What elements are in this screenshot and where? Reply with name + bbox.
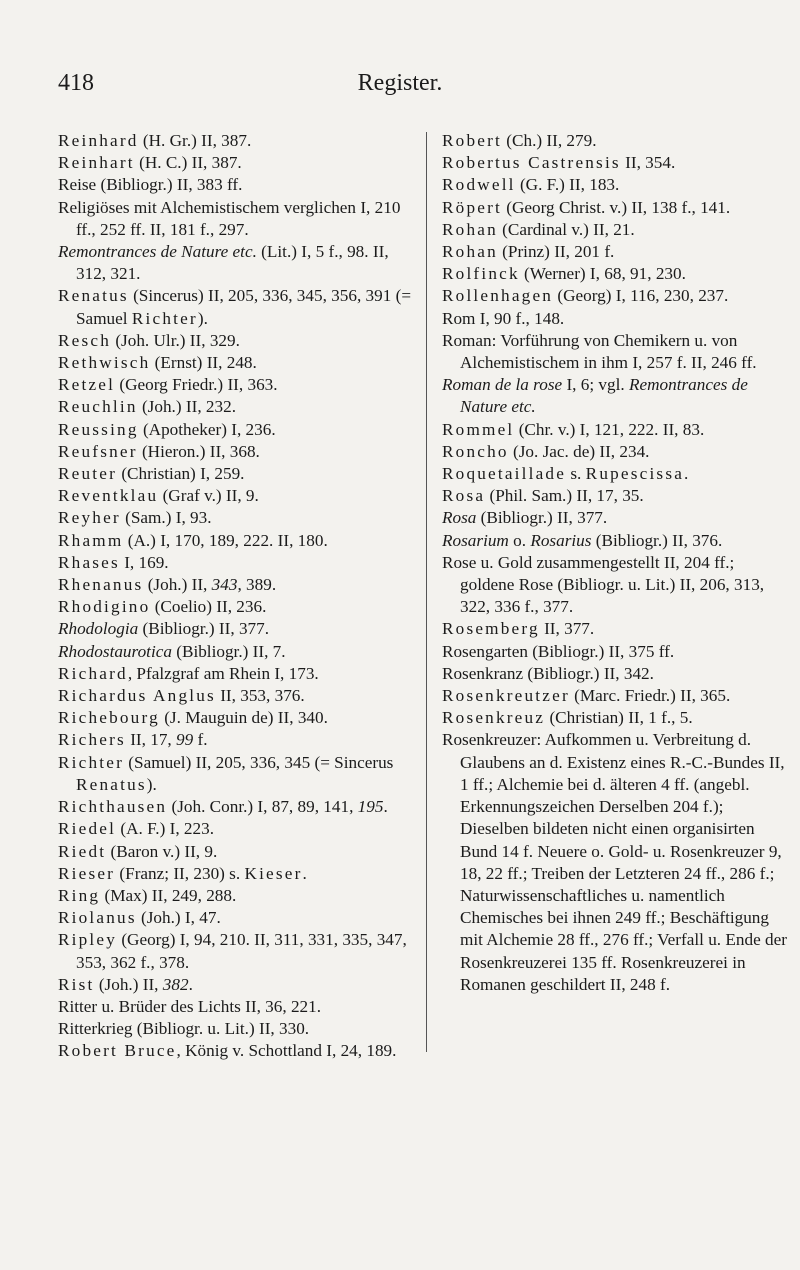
entry-segment: (Georg) I, 116, 230, 237. xyxy=(553,286,729,306)
index-entry xyxy=(442,485,792,507)
entry-segment: 382 xyxy=(162,974,189,994)
index-entry xyxy=(58,1018,413,1040)
index-entry xyxy=(58,796,413,818)
entry-segment: Rosa xyxy=(442,508,477,528)
entry-segment: Rieser xyxy=(58,863,116,883)
entry-segment: Robert Bruce xyxy=(58,1041,177,1061)
index-entry xyxy=(442,663,792,685)
entry-segment: II, 354. xyxy=(620,153,676,173)
entry-segment: Richardus Anglus xyxy=(58,686,216,706)
index-entry xyxy=(58,818,413,840)
entry-segment: 99 xyxy=(176,730,194,750)
entry-segment: ). xyxy=(146,774,157,794)
entry-segment: Rhamm xyxy=(58,530,124,550)
index-entry xyxy=(58,530,413,552)
entry-segment: . xyxy=(188,974,193,994)
index-entry xyxy=(442,330,792,374)
entry-segment: (A.) I, 170, 189, 222. II, 180. xyxy=(123,530,328,550)
entry-segment: Roman de la rose xyxy=(442,375,563,395)
entry-segment: Renatus xyxy=(76,774,147,794)
index-entry xyxy=(58,885,413,907)
index-entry xyxy=(442,707,792,729)
entry-segment: , Pfalzgraf am Rhein I, 173. xyxy=(127,663,319,683)
entry-segment: Reufsner xyxy=(58,441,138,461)
entry-segment: (Joh.) I, 47. xyxy=(136,908,221,928)
entry-segment: (G. F.) II, 183. xyxy=(515,175,620,195)
index-entry xyxy=(442,641,792,663)
index-entry xyxy=(58,174,413,196)
entry-segment: Rosenkreuzer: Aufkommen u. Verbreitung d. Glaubens an d. Existenz eines R.-C.-Bundes II, 1 ff.; Alchemie bei d. älteren 4 ff. (angebl. Erkennungszeichen Derselben 204 f.); Dieselben bildeten nicht einen organisirten Bund 14 f. Neuere o. Gold- u. Rosenkreuzer 9, 18, 22 ff.; Treiben der Letzteren 24 ff., 286 f.; Naturwissenschaftliches u. namentlich Chemisches bei ihnen 249 ff.; Beschäftigung mit Alchemie 28 ff., 276 ff.; Verfall u. Ende der Rosenkreuzerei 135 ff. Rosenkreuzerei in Romanen geschildert II, 248 f. xyxy=(442,730,787,994)
entry-segment: Roman: Vorführung von Chemikern u. von Alchemistischem in ihm I, 257 f. II, 246 ff. xyxy=(442,330,757,373)
entry-segment: (Jo. Jac. de) II, 234. xyxy=(508,441,650,461)
entry-segment: (Joh.) II, xyxy=(94,974,163,994)
index-entry xyxy=(58,374,413,396)
index-entry xyxy=(442,219,792,241)
entry-segment: (Baron v.) II, 9. xyxy=(106,841,218,861)
entry-segment: Richthausen xyxy=(58,797,168,817)
index-entry xyxy=(58,197,413,241)
entry-segment: Rosarium xyxy=(442,530,509,550)
entry-segment: ). xyxy=(197,308,208,328)
entry-segment: Reinhard xyxy=(58,131,139,150)
entry-segment: Religiöses mit Alchemistischem verglichen I, 210 ff., 252 ff. II, 181 f., 297. xyxy=(58,197,401,239)
entry-segment: (Joh.) II, 232. xyxy=(137,397,236,417)
index-entry xyxy=(442,285,792,307)
entry-segment: (H. C.) II, 387. xyxy=(134,153,242,173)
entry-segment: (Joh. Ulr.) II, 329. xyxy=(111,330,240,350)
entry-segment: Reise (Bibliogr.) II, 383 ff. xyxy=(58,175,243,195)
entry-segment: (Lit.) I, 5 f., 98. II, 312, 321. xyxy=(76,242,389,284)
index-entry xyxy=(58,441,413,463)
entry-segment: (Coelio) II, 236. xyxy=(150,597,267,617)
entry-segment: Rohan xyxy=(442,242,498,262)
entry-segment: Retzel xyxy=(58,375,116,395)
index-entry xyxy=(58,463,413,485)
entry-segment: Riedt xyxy=(58,841,107,861)
entry-segment: Rosa xyxy=(442,486,486,506)
entry-segment: Ring xyxy=(58,885,101,905)
entry-segment: 343 xyxy=(211,575,238,595)
entry-segment: , König v. Schottland I, 24, 189. xyxy=(176,1041,397,1061)
entry-segment: (Graf v.) II, 9. xyxy=(158,486,259,506)
entry-segment: Rollenhagen xyxy=(442,286,554,306)
index-entry xyxy=(58,929,413,973)
entry-segment: (Hieron.) II, 368. xyxy=(137,441,260,461)
entry-segment: (Bibliogr.) II, 7. xyxy=(171,641,286,661)
entry-segment: Richers xyxy=(58,730,126,750)
index-entry xyxy=(58,507,413,529)
index-entry xyxy=(442,130,792,152)
index-entry xyxy=(58,863,413,885)
index-entry xyxy=(58,907,413,929)
entry-segment: (Christian) I, 259. xyxy=(117,464,245,484)
index-entry xyxy=(58,152,413,174)
index-entry xyxy=(58,130,413,152)
entry-segment: Remontrances de Nature etc. xyxy=(58,242,257,262)
entry-segment: Rosengarten (Bibliogr.) II, 375 ff. xyxy=(442,641,675,661)
index-entry xyxy=(442,530,792,552)
entry-segment: Rhenanus xyxy=(58,575,144,595)
entry-segment: Remontrances de Nature etc. xyxy=(460,375,748,417)
entry-segment: Rhodigino xyxy=(58,597,151,617)
entry-segment: Rhodostaurotica xyxy=(58,641,172,661)
entry-segment: Kieser xyxy=(244,863,303,883)
entry-segment: Reuter xyxy=(58,464,118,484)
entry-segment: (Max) II, 249, 288. xyxy=(100,885,237,905)
entry-segment: 195 xyxy=(357,797,384,817)
index-entry xyxy=(58,974,413,996)
index-entry xyxy=(442,507,792,529)
index-entry xyxy=(58,752,413,796)
index-entry xyxy=(58,641,413,663)
entry-segment: (Georg) I, 94, 210. II, 311, 331, 335, 347, 353, 362 f., 378. xyxy=(76,930,407,972)
entry-segment: (Bibliogr.) II, 376. xyxy=(591,530,723,550)
entry-segment: Rosenkreutzer xyxy=(442,686,570,706)
entry-segment: Reventklau xyxy=(58,486,159,506)
entry-segment: Richter xyxy=(58,752,124,772)
running-head: Register. xyxy=(357,70,443,96)
index-column-left xyxy=(58,130,413,1063)
entry-segment: (J. Mauguin de) II, 340. xyxy=(159,708,328,728)
index-entry xyxy=(442,374,792,418)
entry-segment: Richter xyxy=(131,308,198,328)
entry-segment: s. xyxy=(566,464,586,484)
entry-segment: Rupescissa xyxy=(585,464,685,484)
entry-segment: (Apotheker) I, 236. xyxy=(138,419,276,439)
entry-segment: Ritterkrieg (Bibliogr. u. Lit.) II, 330. xyxy=(58,1019,310,1039)
index-entry xyxy=(58,707,413,729)
entry-segment: (Christian) II, 1 f., 5. xyxy=(545,708,693,728)
entry-segment: II, 377. xyxy=(539,619,595,639)
entry-segment: Riedel xyxy=(58,819,117,839)
entry-segment: (Joh.) II, xyxy=(143,575,212,595)
entry-segment: Rosemberg xyxy=(442,619,540,639)
entry-segment: Riolanus xyxy=(58,908,137,928)
entry-segment: Rethwisch xyxy=(58,353,151,373)
entry-segment: Reussing xyxy=(58,419,139,439)
entry-segment: (Prinz) II, 201 f. xyxy=(497,242,615,262)
index-entry xyxy=(58,841,413,863)
page-number: 418 xyxy=(58,70,94,96)
entry-segment: . xyxy=(684,464,689,484)
index-entry xyxy=(58,663,413,685)
entry-segment: . xyxy=(383,797,388,817)
entry-segment: II, 353, 376. xyxy=(215,686,305,706)
index-entry xyxy=(442,729,792,995)
index-entry xyxy=(58,729,413,751)
entry-segment: f. xyxy=(193,730,208,750)
index-entry xyxy=(58,419,413,441)
index-entry xyxy=(58,618,413,640)
entry-segment: Ripley xyxy=(58,930,118,950)
index-entry xyxy=(442,197,792,219)
entry-segment: (Bibliogr.) II, 377. xyxy=(476,508,608,528)
entry-segment: Rom I, 90 f., 148. xyxy=(442,308,565,328)
index-entry xyxy=(442,441,792,463)
index-entry xyxy=(58,285,413,329)
entry-segment: Richard xyxy=(58,663,128,683)
entry-segment: (Sam.) I, 93. xyxy=(120,508,212,528)
entry-segment: (Chr. v.) I, 121, 222. II, 83. xyxy=(514,419,705,439)
entry-segment: (H. Gr.) II, 387. xyxy=(138,131,252,150)
index-entry xyxy=(58,485,413,507)
entry-segment: (Ch.) II, 279. xyxy=(501,131,597,150)
entry-segment: (Joh. Conr.) I, 87, 89, 141, xyxy=(167,797,358,817)
entry-segment: o. xyxy=(508,530,531,550)
index-entry xyxy=(442,308,792,330)
entry-segment: Robert xyxy=(442,131,502,150)
entry-segment: Rolfinck xyxy=(442,264,520,284)
index-entry xyxy=(58,241,413,285)
entry-segment: Robertus Castrensis xyxy=(442,153,621,173)
entry-segment: . xyxy=(302,863,307,883)
index-entry xyxy=(442,174,792,196)
entry-segment: (Werner) I, 68, 91, 230. xyxy=(519,264,686,284)
entry-segment: Röpert xyxy=(442,197,502,217)
index-column-right xyxy=(442,130,792,996)
index-entry xyxy=(58,596,413,618)
index-entry xyxy=(58,685,413,707)
entry-segment: , 389. xyxy=(237,575,277,595)
entry-segment: Rosenkranz (Bibliogr.) II, 342. xyxy=(442,663,654,683)
entry-segment: (Samuel) II, 205, 336, 345 (= Sincerus xyxy=(124,752,394,772)
entry-segment: (Cardinal v.) II, 21. xyxy=(497,219,635,239)
entry-segment: Roncho xyxy=(442,441,509,461)
index-entry xyxy=(442,241,792,263)
entry-segment: Rodwell xyxy=(442,175,516,195)
entry-segment: Rosarius xyxy=(530,530,592,550)
index-entry xyxy=(442,263,792,285)
entry-segment: (Georg Christ. v.) II, 138 f., 141. xyxy=(501,197,731,217)
index-entry xyxy=(442,552,792,619)
entry-segment: Rosenkreuz xyxy=(442,708,546,728)
entry-segment: (Phil. Sam.) II, 17, 35. xyxy=(485,486,644,506)
index-entry xyxy=(442,685,792,707)
page-header xyxy=(0,70,800,110)
index-entry xyxy=(58,574,413,596)
entry-segment: Rommel xyxy=(442,419,515,439)
index-entry xyxy=(442,152,792,174)
index-entry xyxy=(58,552,413,574)
entry-segment: (Franz; II, 230) s. xyxy=(115,863,245,883)
entry-segment: Rhodologia xyxy=(58,619,139,639)
index-entry xyxy=(442,419,792,441)
entry-segment: Rose u. Gold zusammengestellt II, 204 ff.; goldene Rose (Bibliogr. u. Lit.) II, 206, 313, 322, 336 f., 377. xyxy=(442,552,765,617)
entry-segment: Roquetaillade xyxy=(442,464,567,484)
entry-segment: Resch xyxy=(58,330,112,350)
entry-segment: Ritter u. Brüder des Lichts II, 36, 221. xyxy=(58,996,322,1016)
entry-segment: Reuchlin xyxy=(58,397,138,417)
index-entry xyxy=(58,1040,413,1062)
index-entry xyxy=(58,330,413,352)
entry-segment: Reyher xyxy=(58,508,121,528)
index-entry xyxy=(442,463,792,485)
entry-segment: (Georg Friedr.) II, 363. xyxy=(115,375,278,395)
entry-segment: Rohan xyxy=(442,219,498,239)
entry-segment: Rist xyxy=(58,974,95,994)
entry-segment: Renatus xyxy=(58,286,129,306)
entry-segment: I, 169. xyxy=(119,552,169,572)
entry-segment: (Ernst) II, 248. xyxy=(150,353,257,373)
entry-segment: II, 17, xyxy=(125,730,177,750)
entry-segment: (Marc. Friedr.) II, 365. xyxy=(569,686,731,706)
entry-segment: (A. F.) I, 223. xyxy=(116,819,214,839)
index-entry xyxy=(58,396,413,418)
entry-segment: Reinhart xyxy=(58,153,135,173)
index-entry xyxy=(58,352,413,374)
entry-segment: (Sincerus) II, 205, 336, 345, 356, 391 (= Samuel xyxy=(76,286,412,328)
index-entry xyxy=(58,996,413,1018)
column-divider xyxy=(426,132,427,1052)
entry-segment: Richebourg xyxy=(58,708,160,728)
entry-segment: Rhases xyxy=(58,552,120,572)
index-entry xyxy=(442,618,792,640)
entry-segment: I, 6; vgl. xyxy=(562,375,629,395)
entry-segment: (Bibliogr.) II, 377. xyxy=(138,619,270,639)
